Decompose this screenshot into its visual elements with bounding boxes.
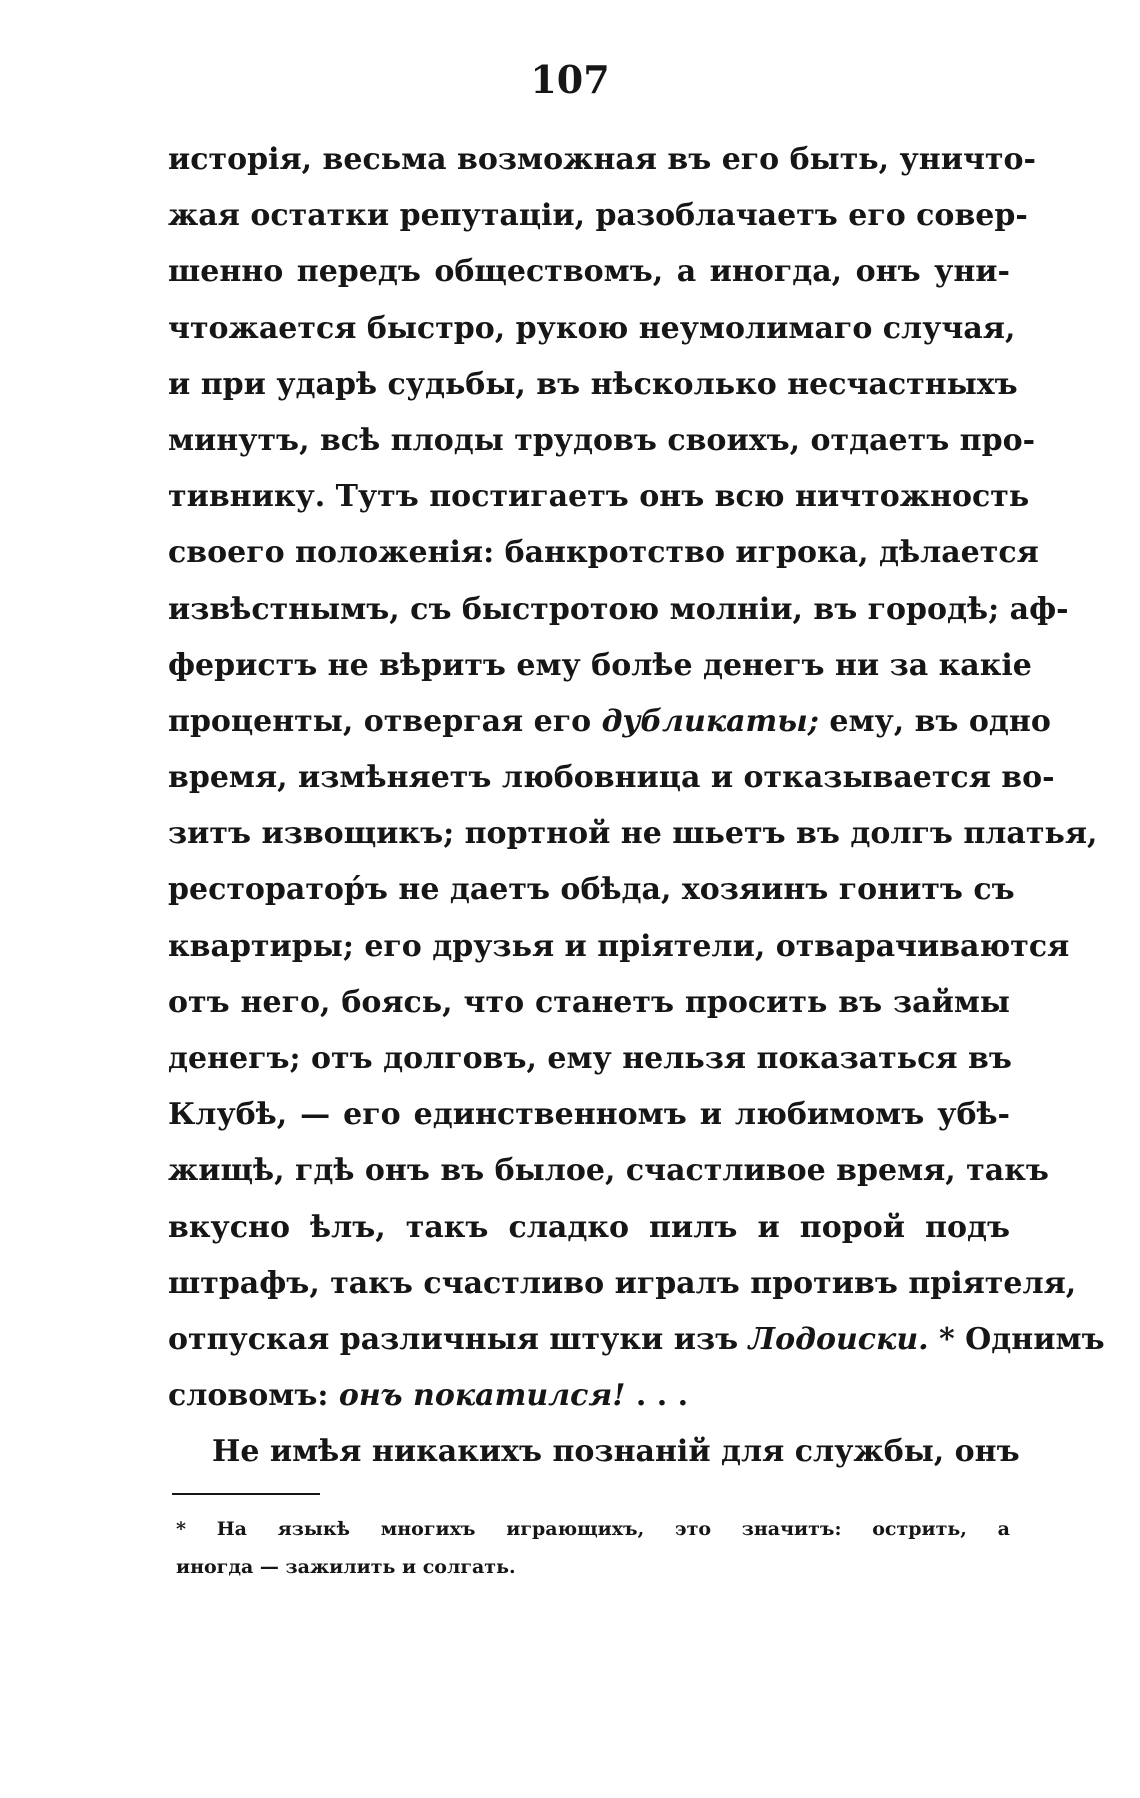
text-run: * Однимъ [928, 1321, 1105, 1357]
footnote-line: иногда — зажилить и солгать. [176, 1556, 516, 1578]
text-line: время, измѣняетъ любовница и отказывается во- [168, 760, 1055, 796]
text-line: зитъ извощикъ; портной не шьетъ въ долгъ платья, [168, 816, 1098, 852]
text-line: минутъ, всѣ плоды трудовъ своихъ, отдаетъ про- [168, 422, 1036, 458]
text-line: штрафъ, такъ счастливо игралъ противъ пріятеля, [168, 1265, 1077, 1301]
text-line: исторія, весьма возможная въ его быть, уничто- [168, 142, 1036, 177]
footnote-line: * На языкѣ многихъ играющихъ, это значитъ: острить, а [176, 1518, 1010, 1540]
text-run: словомъ: [168, 1378, 339, 1414]
text-line: ресторатор́ъ не даетъ обѣда, хозяинъ гонитъ съ [168, 872, 1015, 908]
text-line: и при ударѣ судьбы, въ нѣсколько несчастныхъ [168, 366, 1018, 402]
paragraph [168, 1424, 1020, 1480]
text-line [168, 694, 1051, 750]
footnote-divider [172, 1493, 320, 1495]
text-line: квартиры; его друзья и пріятели, отварачиваются [168, 928, 1070, 964]
text-line: шенно передъ обществомъ, а иногда, онъ уни- [168, 254, 1010, 290]
text-run: проценты, отвергая его [168, 703, 602, 739]
text-line: чтожается быстро, рукою неумолимаго случая, [168, 310, 1016, 346]
page-number: 107 [530, 57, 610, 102]
text-line: денегъ; отъ долговъ, ему нельзя показаться въ [168, 1041, 1012, 1076]
text-line: своего положенія: банкротство игрока, дѣлается [168, 535, 1039, 571]
text-run: отпуская различныя штуки изъ [168, 1321, 749, 1357]
footnote [176, 1510, 1010, 1586]
text-line: вкусно ѣлъ, такъ сладко пилъ и порой подъ [168, 1209, 1010, 1245]
paragraph [168, 132, 1105, 1424]
body-text [168, 132, 1105, 1481]
text-run: . . . [625, 1378, 689, 1414]
text-line: тивнику. Тутъ постигаетъ онъ всю ничтожность [168, 479, 1030, 515]
text-line: феристъ не вѣритъ ему болѣе денегъ ни за какіе [168, 647, 1032, 683]
text-line: Не имѣя никакихъ познаній для службы, онъ [212, 1434, 1020, 1470]
text-line: Клубѣ, — его единственномъ и любимомъ убѣ- [168, 1097, 1010, 1133]
italic-title: Лодоиски. [748, 1321, 929, 1357]
text-line: извѣстнымъ, съ быстротою молніи, въ городѣ; аф- [168, 591, 1069, 627]
text-run: ему, въ одно [818, 703, 1051, 739]
text-line: отъ него, боясь, что станетъ просить въ займы [168, 984, 1010, 1020]
text-line [168, 1312, 1105, 1368]
italic-phrase: онъ покатился! [338, 1378, 626, 1414]
text-line: жищѣ, гдѣ онъ въ былое, счастливое время, такъ [168, 1153, 1049, 1189]
text-line: жая остатки репутаціи, разоблачаетъ его совер- [168, 198, 1028, 234]
text-line [168, 1368, 1010, 1424]
italic-term: дубликаты; [601, 703, 819, 739]
